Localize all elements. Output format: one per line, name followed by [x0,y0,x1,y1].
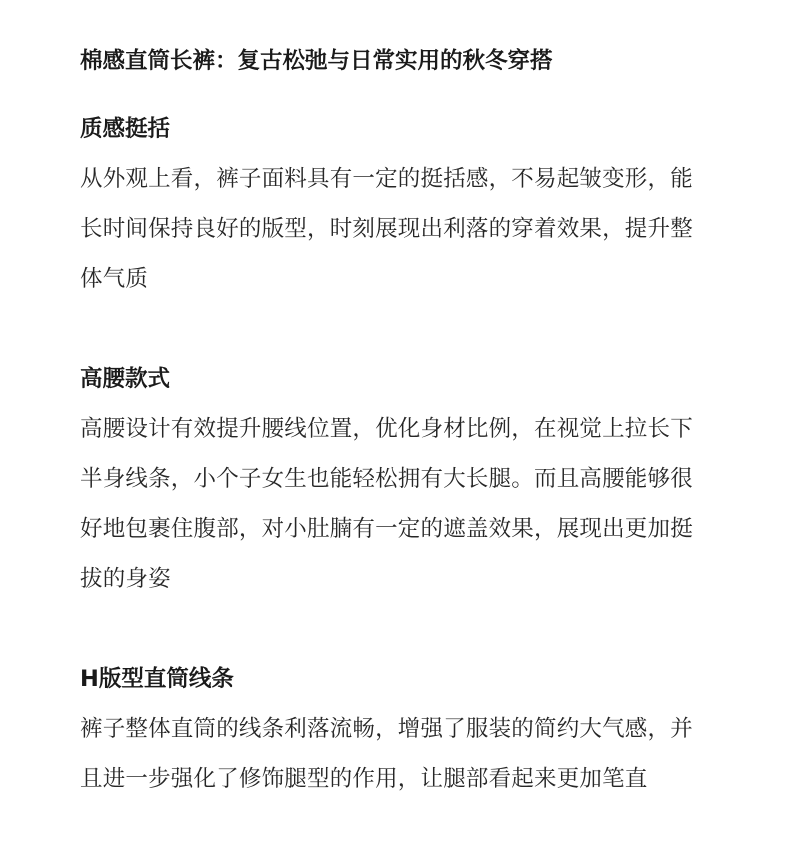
section-heading: H版型直筒线条 [80,666,234,692]
section-heading: 高腰款式 [80,366,171,392]
section-body: 高腰设计有效提升腰线位置，优化身材比例，在视觉上拉长下半身线条，小个子女生也能轻松拥有大长腿。而且高腰能够很好地包裹住腹部，对小肚腩有一定的遮盖效果，展现出更加挺拔的身姿 [80,416,693,592]
section-body: 从外观上看，裤子面料具有一定的挺括感，不易起皱变形，能长时间保持良好的版型，时刻展现出利落的穿着效果，提升整体气质 [80,166,693,292]
article-title: 棉感直筒长裤：复古松弛与日常实用的秋冬穿搭 [80,48,553,74]
section-texture [80,114,710,304]
section-straight-cut [80,664,710,804]
section-heading: 质感挺括 [80,116,171,142]
section-high-waist [80,364,710,604]
section-body: 裤子整体直筒的线条利落流畅，增强了服装的简约大气感，并且进一步强化了修饰腿型的作用，让腿部看起来更加笔直 [80,716,693,792]
